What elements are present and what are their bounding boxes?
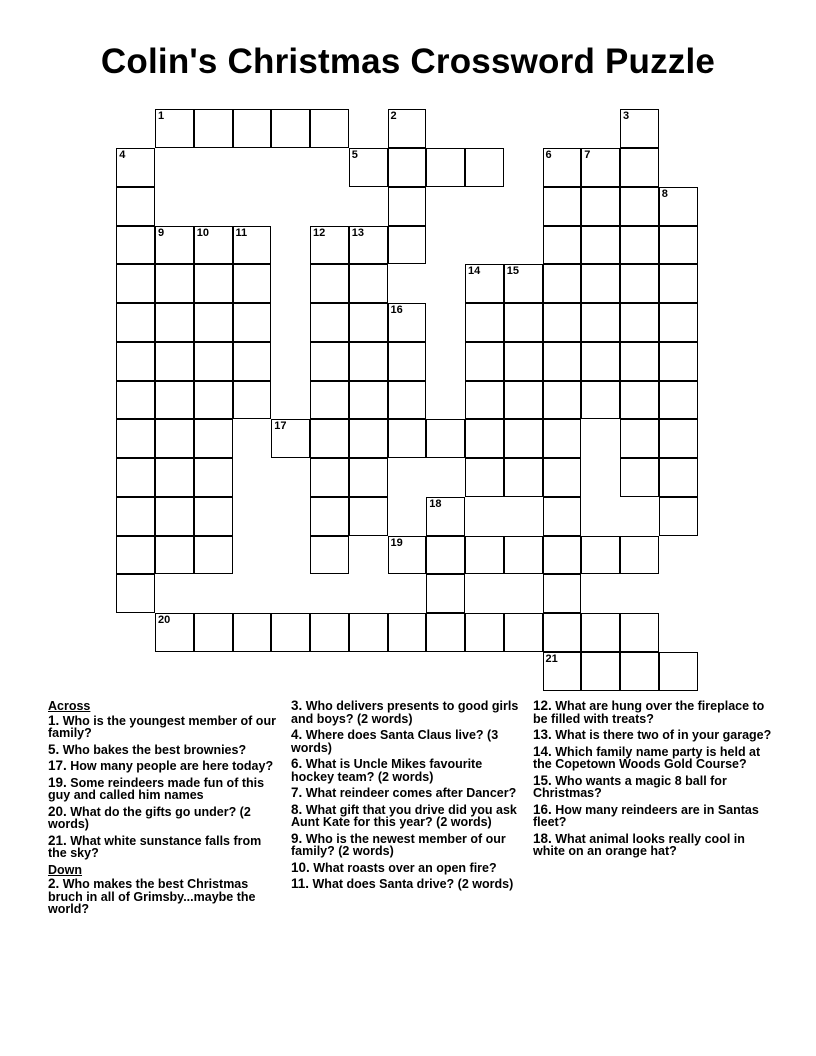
- grid-cell[interactable]: [310, 419, 349, 458]
- clue-down-9: 9. Who is the newest member of our family? (2 words): [291, 830, 506, 858]
- clue-across-1: 1. Who is the youngest member of our family?: [48, 712, 276, 740]
- grid-cell[interactable]: [310, 458, 349, 497]
- grid-cell[interactable]: [426, 497, 465, 536]
- grid-cell[interactable]: [194, 458, 233, 497]
- clue-down-7: 7. What reindeer comes after Dancer?: [291, 785, 517, 800]
- clue-number: 1: [158, 110, 165, 123]
- grid-cell[interactable]: [659, 342, 698, 381]
- grid-cell[interactable]: [465, 264, 504, 303]
- grid-cell[interactable]: [271, 109, 310, 148]
- grid-cell[interactable]: [388, 419, 427, 458]
- grid-cell[interactable]: [543, 148, 582, 187]
- grid-cell[interactable]: [155, 342, 194, 381]
- grid-cell[interactable]: [504, 381, 543, 420]
- grid-cell[interactable]: [233, 226, 272, 265]
- grid-cell[interactable]: [194, 226, 233, 265]
- clue-number: 7: [584, 149, 591, 161]
- clue-down-8: 8. What gift that you drive did you ask Aunt Kate for this year? (2 words): [291, 801, 517, 829]
- grid-cell[interactable]: [543, 652, 582, 691]
- grid-cell[interactable]: [543, 187, 582, 226]
- grid-cell[interactable]: [310, 226, 349, 265]
- grid-cell[interactable]: [116, 381, 155, 420]
- clue-number: 12: [313, 226, 326, 239]
- grid-cell[interactable]: [659, 458, 698, 497]
- grid-cell[interactable]: [388, 613, 427, 652]
- grid-cell[interactable]: [349, 458, 388, 497]
- grid-cell[interactable]: [426, 613, 465, 652]
- grid-cell[interactable]: [271, 419, 310, 458]
- clue-down-4: 4. Where does Santa Claus live? (3 words): [291, 727, 499, 755]
- grid-cell[interactable]: [349, 226, 388, 265]
- grid-cell[interactable]: [155, 381, 194, 420]
- grid-cell[interactable]: [349, 264, 388, 303]
- clue-across-19: 19. Some reindeers made fun of this guy and called him names: [48, 774, 265, 802]
- clue-across-17: 17. How many people are here today?: [48, 758, 274, 773]
- grid-cell[interactable]: [581, 342, 620, 381]
- grid-cell[interactable]: [310, 381, 349, 420]
- grid-cell[interactable]: [543, 419, 582, 458]
- grid-cell[interactable]: [271, 613, 310, 652]
- grid-cell[interactable]: [310, 536, 349, 575]
- grid-cell[interactable]: [465, 303, 504, 342]
- grid-cell[interactable]: [543, 226, 582, 265]
- clue-down-11: 11. What does Santa drive? (2 words): [291, 876, 514, 891]
- grid-cell[interactable]: [388, 342, 427, 381]
- grid-cell[interactable]: [194, 109, 233, 148]
- grid-cell[interactable]: [465, 381, 504, 420]
- grid-cell[interactable]: [465, 613, 504, 652]
- grid-cell[interactable]: [155, 419, 194, 458]
- grid-cell[interactable]: [465, 536, 504, 575]
- grid-cell[interactable]: [659, 187, 698, 226]
- grid-cell[interactable]: [155, 303, 194, 342]
- grid-cell[interactable]: [620, 652, 659, 691]
- grid-cell[interactable]: [620, 148, 659, 187]
- grid-cell[interactable]: [659, 497, 698, 536]
- clue-number: 13: [351, 226, 364, 239]
- clue-number: 20: [158, 614, 171, 626]
- grid-cell[interactable]: [543, 613, 582, 652]
- clue-down-3: 3. Who delivers presents to good girls and boys? (2 words): [291, 698, 519, 726]
- grid-cell[interactable]: [465, 148, 504, 187]
- grid-cell[interactable]: [388, 536, 427, 575]
- grid-cell[interactable]: [543, 342, 582, 381]
- page-title: Colin's Christmas Crossword Puzzle: [100, 42, 716, 81]
- grid-cell[interactable]: [620, 536, 659, 575]
- grid-cell[interactable]: [388, 226, 427, 265]
- grid-cell[interactable]: [349, 148, 388, 187]
- grid-cell[interactable]: [233, 381, 272, 420]
- grid-cell[interactable]: [349, 419, 388, 458]
- grid-cell[interactable]: [233, 342, 272, 381]
- grid-cell[interactable]: [504, 342, 543, 381]
- grid-cell[interactable]: [116, 342, 155, 381]
- across-heading: Across: [48, 699, 91, 713]
- grid-cell[interactable]: [155, 109, 194, 148]
- grid-cell[interactable]: [116, 303, 155, 342]
- grid-cell[interactable]: [116, 226, 155, 265]
- grid-cell[interactable]: [620, 264, 659, 303]
- grid-cell[interactable]: [581, 148, 620, 187]
- clue-number: 3: [623, 110, 630, 123]
- grid-cell[interactable]: [194, 613, 233, 652]
- grid-cell[interactable]: [388, 187, 427, 226]
- clue-number: 11: [235, 226, 248, 239]
- grid-cell[interactable]: [465, 458, 504, 497]
- grid-cell[interactable]: [155, 613, 194, 652]
- grid-cell[interactable]: [659, 226, 698, 265]
- clue-down-2: 2. Who makes the best Christmas bruch in all of Grimsby...maybe the world?: [48, 876, 256, 916]
- clue-number: 17: [274, 420, 287, 433]
- grid-cell[interactable]: [504, 458, 543, 497]
- grid-cell[interactable]: [116, 536, 155, 575]
- grid-cell[interactable]: [581, 303, 620, 342]
- grid-cell[interactable]: [349, 342, 388, 381]
- grid-cell[interactable]: [426, 148, 465, 187]
- clue-down-16: 16. How many reindeers are in Santas fleet?: [533, 801, 759, 829]
- grid-cell[interactable]: [388, 381, 427, 420]
- grid-cell[interactable]: [310, 342, 349, 381]
- grid-cell[interactable]: [620, 226, 659, 265]
- grid-cell[interactable]: [504, 419, 543, 458]
- grid-cell[interactable]: [620, 187, 659, 226]
- grid-cell[interactable]: [388, 109, 427, 148]
- grid-cell[interactable]: [426, 536, 465, 575]
- grid-cell[interactable]: [116, 187, 155, 226]
- clue-number: 21: [545, 652, 558, 665]
- grid-cell[interactable]: [310, 613, 349, 652]
- grid-cell[interactable]: [349, 497, 388, 536]
- clue-number: 19: [390, 536, 403, 549]
- clue-number: 2: [390, 110, 397, 123]
- grid-cell[interactable]: [349, 613, 388, 652]
- grid-cell[interactable]: [543, 574, 582, 613]
- grid-cell[interactable]: [233, 109, 272, 148]
- grid-cell[interactable]: [543, 458, 582, 497]
- grid-cell[interactable]: [465, 342, 504, 381]
- grid-cell[interactable]: [194, 264, 233, 303]
- grid-cell[interactable]: [504, 536, 543, 575]
- grid-cell[interactable]: [581, 226, 620, 265]
- grid-cell[interactable]: [426, 419, 465, 458]
- grid-cell[interactable]: [194, 303, 233, 342]
- grid-cell[interactable]: [349, 381, 388, 420]
- grid-cell[interactable]: [194, 536, 233, 575]
- clue-down-6: 6. What is Uncle Mikes favourite hockey team? (2 words): [291, 756, 483, 784]
- grid-cell[interactable]: [194, 419, 233, 458]
- grid-cell[interactable]: [581, 652, 620, 691]
- grid-cell[interactable]: [543, 264, 582, 303]
- clues-column-1: [48, 700, 280, 920]
- clue-down-18: 18. What animal looks really cool in white on an orange hat?: [533, 830, 745, 858]
- clue-number: 5: [351, 149, 358, 161]
- grid-cell[interactable]: [194, 497, 233, 536]
- grid-cell[interactable]: [543, 303, 582, 342]
- clue-down-14: 14. Which family name party is held at the Copetown Woods Gold Course?: [533, 743, 761, 771]
- grid-cell[interactable]: [620, 458, 659, 497]
- grid-cell[interactable]: [194, 342, 233, 381]
- clue-down-15: 15. Who wants a magic 8 ball for Christmas?: [533, 772, 727, 800]
- grid-cell[interactable]: [581, 381, 620, 420]
- clue-number: 14: [468, 265, 481, 278]
- grid-cell[interactable]: [155, 458, 194, 497]
- clue-number: 9: [158, 226, 165, 239]
- grid-cell[interactable]: [310, 264, 349, 303]
- grid-cell[interactable]: [310, 109, 349, 148]
- grid-cell[interactable]: [620, 381, 659, 420]
- grid-cell[interactable]: [116, 148, 155, 187]
- grid-cell[interactable]: [310, 303, 349, 342]
- grid-cell[interactable]: [116, 419, 155, 458]
- grid-cell[interactable]: [581, 264, 620, 303]
- grid-cell[interactable]: [620, 109, 659, 148]
- clue-across-5: 5. Who bakes the best brownies?: [48, 741, 247, 757]
- grid-cell[interactable]: [659, 381, 698, 420]
- grid-cell[interactable]: [543, 536, 582, 575]
- grid-cell[interactable]: [465, 419, 504, 458]
- grid-cell[interactable]: [116, 458, 155, 497]
- grid-cell[interactable]: [504, 613, 543, 652]
- grid-cell[interactable]: [581, 187, 620, 226]
- grid-cell[interactable]: [581, 536, 620, 575]
- clues-column-3: [533, 700, 773, 862]
- crossword-grid: [117, 110, 699, 692]
- grid-cell[interactable]: [388, 303, 427, 342]
- grid-cell[interactable]: [426, 574, 465, 613]
- grid-cell[interactable]: [349, 303, 388, 342]
- grid-cell[interactable]: [388, 148, 427, 187]
- clue-across-21: 21. What white sunstance falls from the sky?: [48, 832, 262, 860]
- down-heading: Down: [48, 862, 83, 877]
- grid-cell[interactable]: [155, 264, 194, 303]
- grid-cell[interactable]: [155, 536, 194, 575]
- grid-cell[interactable]: [543, 497, 582, 536]
- grid-cell[interactable]: [543, 381, 582, 420]
- grid-cell[interactable]: [659, 419, 698, 458]
- grid-cell[interactable]: [116, 574, 155, 613]
- grid-cell[interactable]: [620, 303, 659, 342]
- clue-number: 18: [429, 497, 442, 510]
- grid-cell[interactable]: [155, 497, 194, 536]
- grid-cell[interactable]: [659, 264, 698, 303]
- grid-cell[interactable]: [504, 264, 543, 303]
- grid-cell[interactable]: [310, 497, 349, 536]
- clue-number: 4: [119, 149, 126, 161]
- grid-cell[interactable]: [504, 303, 543, 342]
- clue-down-12: 12. What are hung over the fireplace to be filled with treats?: [533, 698, 765, 726]
- grid-cell[interactable]: [581, 613, 620, 652]
- grid-cell[interactable]: [116, 497, 155, 536]
- clue-across-20: 20. What do the gifts go under? (2 words): [48, 803, 251, 831]
- grid-cell[interactable]: [233, 613, 272, 652]
- grid-cell[interactable]: [155, 226, 194, 265]
- clue-number: 16: [390, 304, 403, 316]
- clue-down-10: 10. What roasts over an open fire?: [291, 859, 497, 875]
- clue-number: 6: [545, 149, 552, 161]
- grid-cell[interactable]: [620, 419, 659, 458]
- grid-cell[interactable]: [620, 342, 659, 381]
- clue-number: 8: [661, 187, 668, 200]
- clues-column-2: [291, 700, 526, 895]
- clue-down-13: 13. What is there two of in your garage?: [533, 727, 772, 742]
- grid-cell[interactable]: [620, 613, 659, 652]
- grid-cell[interactable]: [233, 264, 272, 303]
- grid-cell[interactable]: [233, 303, 272, 342]
- clue-number: 10: [196, 226, 209, 239]
- clue-number: 15: [506, 265, 519, 278]
- grid-cell[interactable]: [116, 264, 155, 303]
- grid-cell[interactable]: [194, 381, 233, 420]
- grid-cell[interactable]: [659, 303, 698, 342]
- grid-cell[interactable]: [659, 652, 698, 691]
